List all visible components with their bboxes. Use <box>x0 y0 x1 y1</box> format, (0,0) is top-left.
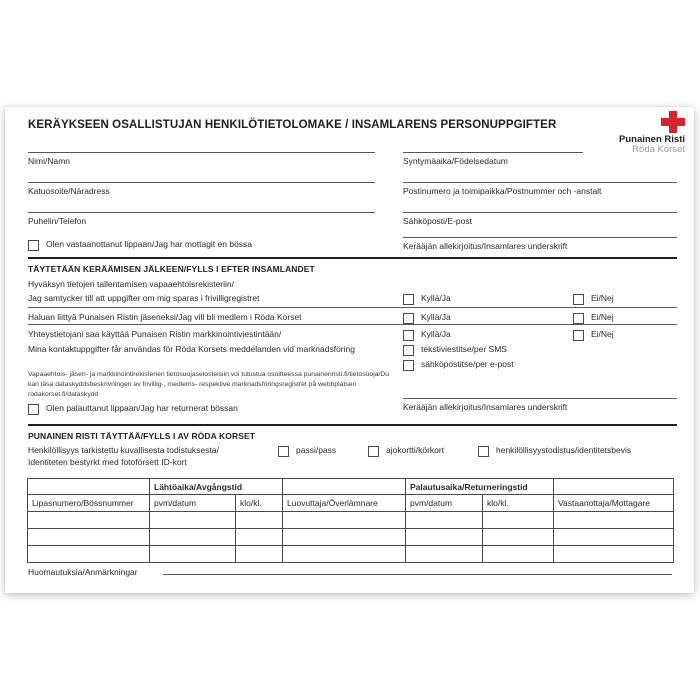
received-box-label: Olen vastaanottanut lippaan/Jag har mottagit en bössa <box>46 239 253 249</box>
table-group-row <box>28 479 674 495</box>
id-check-sv: Identiteten bestyrkt med fotoförsett ID-kort <box>28 457 187 467</box>
col-depart-date: pvm/datum <box>150 495 236 512</box>
id-option-license: ajokortti/körkort <box>368 445 444 457</box>
table-row <box>28 529 674 546</box>
remarks-label: Huomautuksia/Anmärkningar <box>28 567 138 577</box>
id-option-passport: passi/pass <box>278 445 336 457</box>
col-receiver: Vastaanottaja/Mottagare <box>554 495 674 512</box>
consent-member-no: Ei/Nej <box>573 312 614 324</box>
checkbox-idcard[interactable] <box>478 446 489 457</box>
page-title: KERÄYKSEEN OSALLISTUJAN HENKILÖTIETOLOMAKE / INSAMLARENS PERSONUPPGIFTER <box>28 119 557 131</box>
field-collector-signature-2: Kerääjän allekirjoitus/Insamlares underskrift <box>403 398 677 412</box>
returned-box-label: Olen palauttanut lippaan/Jag har returnerat bössan <box>46 403 238 413</box>
section2-heading: TÄYTETÄÄN KERÄÄMISEN JÄLKEEN/FYLLS I EFTER INSAMLANDET <box>28 264 315 274</box>
checkbox-marketing-no[interactable] <box>573 330 584 341</box>
privacy-note: Vapaaehtois- jäsen- ja markkinointirekisterien tietosuojaselosteisiin voi tutustua osoitteessa punainenristi.fi/tietosuoja/Du kan läsa dataskyddsbeskrivningen av frivillig-, medlems- respektive marknadsföringsregistret på webbplatsen rodakorset.fi/dataskydd <box>28 371 390 399</box>
form-page <box>5 107 694 593</box>
field-name: Nimi/Namn <box>28 152 375 166</box>
empty-cell <box>554 479 674 495</box>
checkbox-member-no[interactable] <box>573 313 584 324</box>
received-box-row <box>28 239 252 251</box>
remarks-line <box>163 574 672 576</box>
consent-register-fi: Hyväksyn tietojen tallentamisen vapaaehtoisrekisteriin/ <box>28 279 234 289</box>
red-cross-logo <box>619 111 685 156</box>
id-option-idcard: henkilöllisyystodistus/identitetsbevis <box>478 445 631 457</box>
marketing-email-row: sähköpostitse/per e-post <box>403 359 514 371</box>
checkbox-register-no[interactable] <box>573 294 584 305</box>
field-phone: Puhelin/Telefon <box>28 212 375 226</box>
field-email: Sähköposti/E-post <box>403 212 677 226</box>
table-row <box>28 512 674 529</box>
section-divider <box>28 257 677 259</box>
consent-register-yes: Kyllä/Ja <box>403 293 451 305</box>
marketing-sms-row: tekstiviestitse/per SMS <box>403 344 507 356</box>
section-divider <box>28 424 677 426</box>
consent-marketing-sv: Mina kontaktuppgifter får användas för Röda Korsets meddelanden vid marknadsföring <box>28 344 355 354</box>
field-address: Katuosoite/Näradress <box>28 182 375 196</box>
checkbox-member-yes[interactable] <box>403 313 414 324</box>
col-depart-time: klo/kl. <box>236 495 283 512</box>
checkbox-register-yes[interactable] <box>403 294 414 305</box>
collection-box-table <box>27 478 674 563</box>
consent-register-no: Ei/Nej <box>573 293 614 305</box>
logo-name-fi: Punainen Risti <box>619 134 685 145</box>
checkbox-epost[interactable] <box>403 360 414 371</box>
consent-register-sv: Jag samtycker till att uppgifter om mig sparas i frivilligregistret <box>28 293 260 303</box>
checkbox-license[interactable] <box>368 446 379 457</box>
table-header-row <box>28 495 674 512</box>
checkbox-marketing-yes[interactable] <box>403 330 414 341</box>
row-divider <box>28 324 677 325</box>
consent-marketing-no: Ei/Nej <box>573 329 614 341</box>
empty-cell <box>283 479 406 495</box>
return-group-header: Palautusaika/Returneringstid <box>406 479 554 495</box>
red-cross-icon <box>661 111 685 133</box>
logo-name-sv: Röda Korset <box>632 144 685 156</box>
consent-marketing-fi: Yhteystietojani saa käyttää Punaisen Ristin markkinointiviestintään/ <box>28 329 282 339</box>
table-row <box>28 546 674 563</box>
checkbox-returned-box[interactable] <box>28 404 39 415</box>
consent-marketing-yes: Kyllä/Ja <box>403 329 451 341</box>
consent-member-label: Haluan liittyä Punaisen Ristin jäseneksi/Jag vill bli medlem i Röda Korset <box>28 312 302 322</box>
consent-member-yes: Kyllä/Ja <box>403 312 451 324</box>
field-collector-signature-1: Kerääjän allekirjoitus/Insamlares underskrift <box>403 237 677 251</box>
checkbox-passport[interactable] <box>278 446 289 457</box>
id-check-fi: Henkilöllisyys tarkistettu kuvallisesta todistuksesta/ <box>28 445 219 455</box>
checkbox-sms[interactable] <box>403 345 414 356</box>
empty-cell <box>28 479 150 495</box>
returned-box-row <box>28 403 238 415</box>
section3-heading: PUNAINEN RISTI TÄYTTÄÄ/FYLLS I AV RÖDA KORSET <box>28 431 256 441</box>
col-box-number: Lipasnumero/Bössnummer <box>28 495 150 512</box>
field-postal: Postinumero ja toimipaikka/Postnummer och -anstalt <box>403 182 677 196</box>
depart-group-header: Lähtöaika/Avgångstid <box>150 479 283 495</box>
col-handover: Luovuttaja/Överlämnare <box>283 495 406 512</box>
col-return-time: klo/kl. <box>483 495 554 512</box>
field-birthdate: Syntymäaika/Födelsedatum <box>403 152 583 166</box>
row-divider <box>28 307 677 308</box>
col-return-date: pvm/datum <box>406 495 483 512</box>
checkbox-received-box[interactable] <box>28 240 39 251</box>
